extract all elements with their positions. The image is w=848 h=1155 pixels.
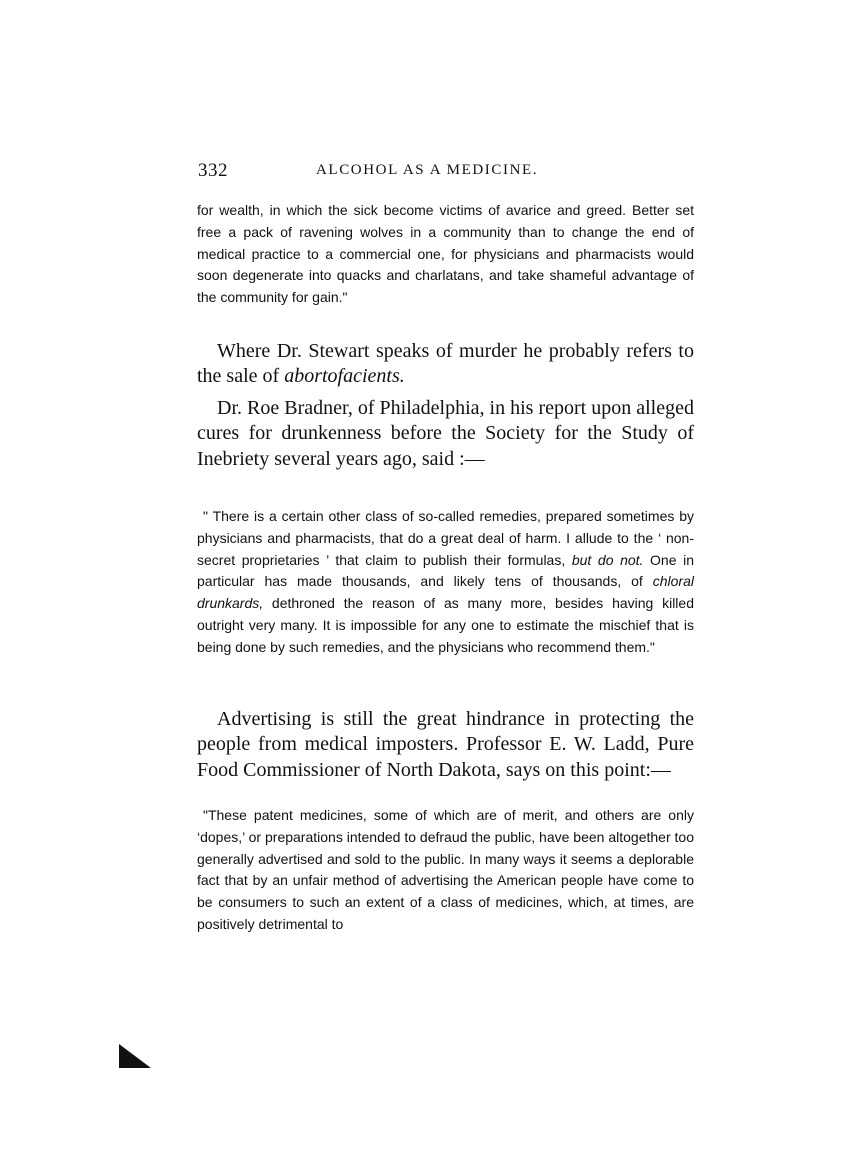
paragraph-bradner: Dr. Roe Bradner, of Philadelphia, in his report upon alleged cures for drunkenness before the Society for the Study of Inebriety several years ago, said :— — [197, 397, 694, 470]
quote-text-part-1: " There is a certain other class of so-called remedies, prepared sometimes by physicians and pharmacists, that do a great deal of harm. I allude to the ‘ non-secret proprietaries ’ that claim to publish their formulas, — [197, 508, 694, 568]
quote-text-part-3: dethroned the reason of as many more, besides having killed outright very many. It is impossible for any one to estimate the mischief that is being done by such remedies, and the physicians who recommend them." — [197, 595, 694, 655]
paragraph-quote-continuation: for wealth, in which the sick become victims of avarice and greed. Better set free a pack of ravening wolves in a community than to change the end of medical practice to a commercial one, for physicians and pharmacists would soon degenerate into quacks and charlatans, and take shameful advantage of the community for gain." — [197, 202, 694, 306]
paragraph-stewart — [197, 339, 694, 390]
emphasis-chloral-drunkards: chloral drunkards, — [197, 573, 694, 612]
running-head: ALCOHOL AS A MEDICINE. — [316, 162, 539, 178]
quote-text-part-2: One in particular has made thousands, and likely tens of thousands, of — [197, 551, 695, 590]
page-number: 332 — [198, 160, 228, 181]
paragraph-advertising: Advertising is still the great hindrance in protecting the people from medical imposters. Professor E. W. Ladd, Pure Food Commissioner of North Dakota, says on this point:— — [197, 708, 694, 781]
triangle-marker-icon — [119, 1044, 151, 1068]
emphasis-but-do-not: but do not. — [571, 551, 644, 568]
paragraph-ladd-quote: "These patent medicines, some of which are of merit, and others are only ‘dopes,’ or preparations intended to defraud the public, have been altogether too generally advertised and sold to the public. In many ways it seems a deplorable fact that by an unfair method of advertising the American people have come to be consumers to such an extent of a class of medicines, which, at times, are positively detrimental to — [197, 807, 694, 932]
term-abortofacients: abortofacients. — [284, 365, 405, 388]
paragraph-stewart-text: Where Dr. Stewart speaks of murder he probably refers to the sale of — [197, 340, 694, 388]
paragraph-bradner-quote — [197, 506, 694, 659]
